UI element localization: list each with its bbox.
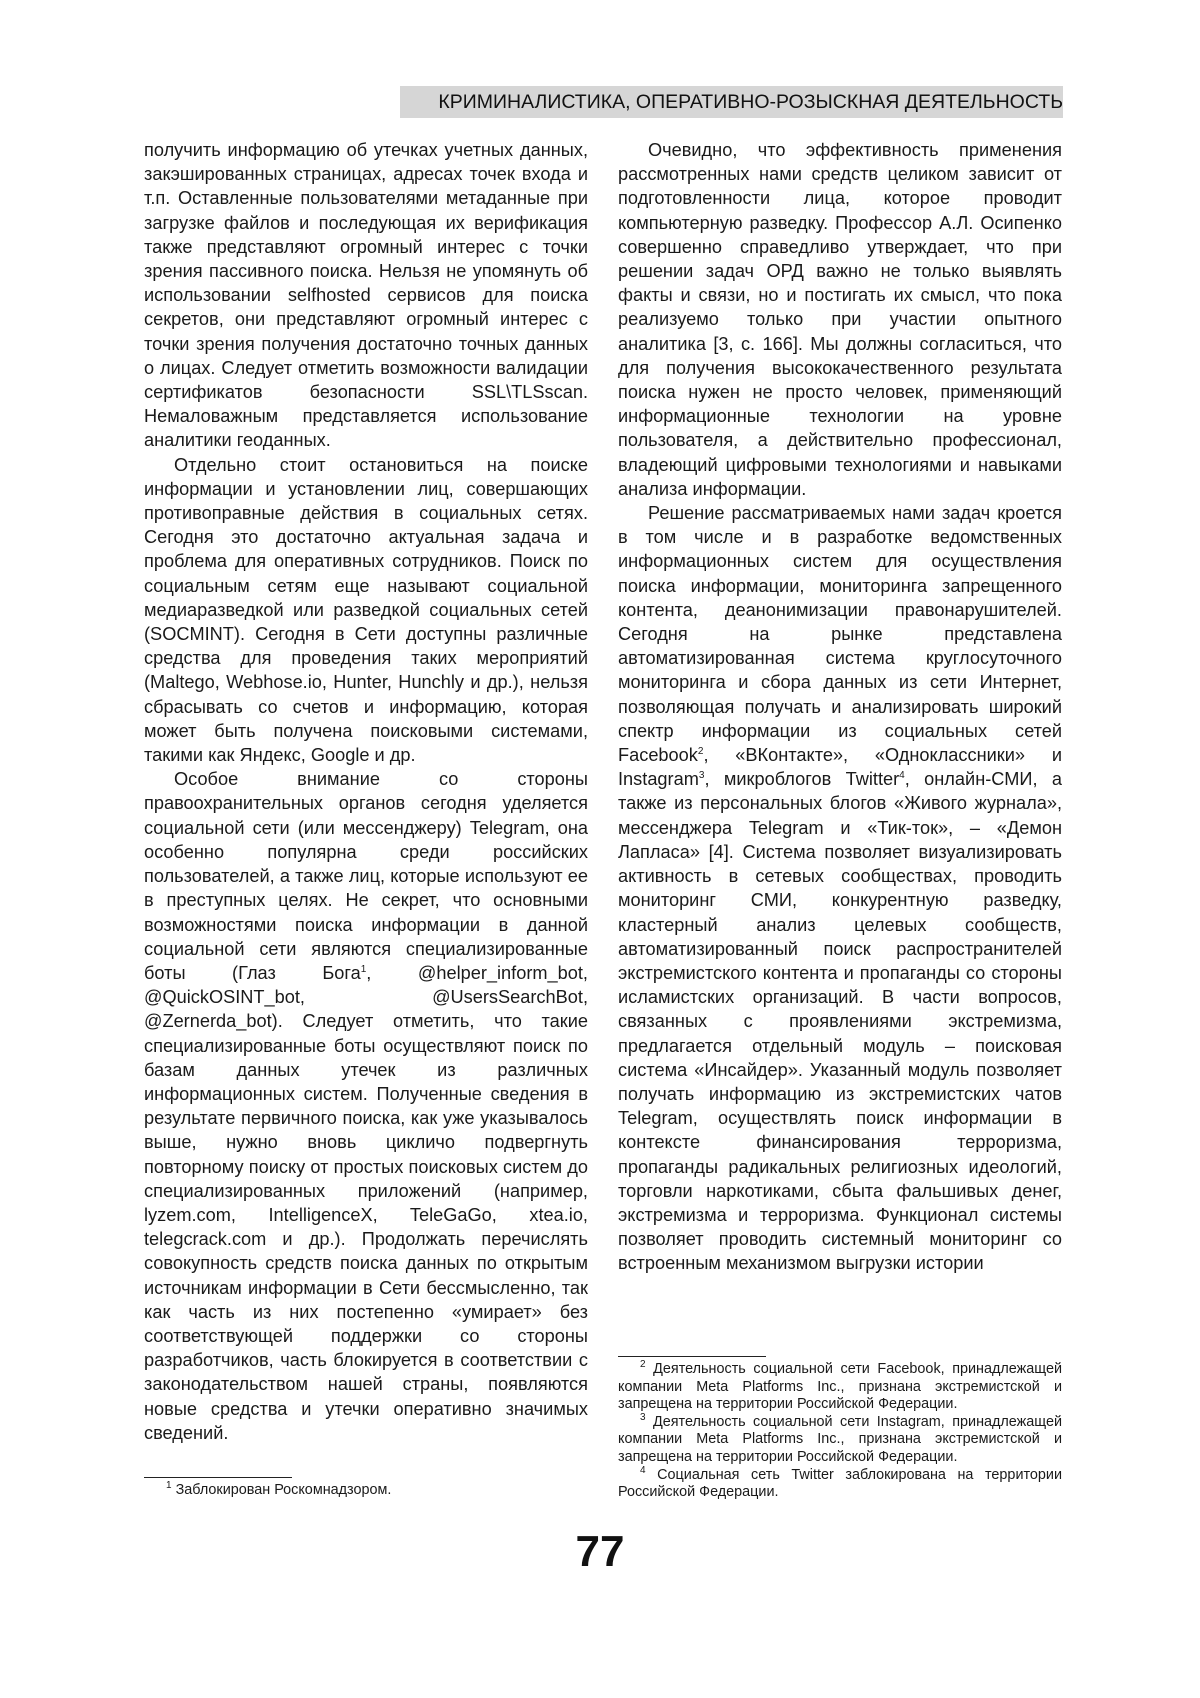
footnote-ref: 1 <box>360 963 367 975</box>
footnotes-left <box>144 1482 588 1500</box>
footnote-divider <box>144 1477 292 1478</box>
footnote-text: Социальная сеть Twitter заблокирована на территории Российской Федерации. <box>618 1466 1062 1501</box>
footnote-number: 3 <box>640 1411 646 1423</box>
footnote-divider <box>618 1356 766 1357</box>
paragraph <box>618 501 1062 1276</box>
footnote-number: 2 <box>640 1359 646 1371</box>
footnote-text: Заблокирован Роскомнадзором. <box>175 1482 392 1498</box>
footnote-text: Деятельность социальной сети Instagram, принадлежащей компании Meta Platforms Inc., признана экстремистской и запрещена на территории Российской Федерации. <box>618 1413 1062 1465</box>
footnote-number: 1 <box>166 1480 172 1492</box>
paragraph: Отдельно стоит остановиться на поиске информации и установлении лиц, совершающих противоправные действия в социальных сетях. Сегодня это достаточно актуальная задача и проблема для оперативных сотрудников. Поиск по социальным сетям еще называют социальной медиаразведкой или разведкой социальных сетей (SOCMINT). Сегодня в Сети доступны различные средства для проведения таких мероприятий (Maltego, Webhose.io, Hunter, Hunchly и др.), нельзя сбрасывать со счетов и информацию, которая может быть получена поисковыми системами, такими как Яндекс, Google и др. <box>144 454 588 766</box>
paragraph-text: , микроблогов Twitter <box>704 769 900 790</box>
footnote-ref: 2 <box>697 746 704 758</box>
footnote-number: 4 <box>640 1464 646 1476</box>
footnote-ref: 4 <box>899 770 905 782</box>
paragraph-text: Особое внимание со стороны правоохранительных органов сегодня уделяется социальной сети (или мессенджеру) Telegram, она особенно популярна среди российских пользователей, а также лиц, которые используют ее в преступных целях. Не секрет, что основными возможностями поиска информации в данной социальной сети являются специализированные боты (Глаз Бога <box>144 769 588 983</box>
page-number: 77 <box>575 1527 625 1576</box>
paragraph: Очевидно, что эффективность применения рассмотренных нами средств целиком зависит от подготовленности лица, которое проводит компьютерную разведку. Профессор А.Л. Осипенко совершенно справедливо утверждает, что при решении задач ОРД важно не только выявлять факты и связи, но и постигать их смысл, что пока реализуемо только при участии опытного аналитика [3, с. 166]. Мы должны согласиться, что для получения высококачественного результата поиска нужен не просто человек, применяющий информационные технологии на уровне пользователя, а действительно профессионал, владеющий цифровыми технологиями и навыками анализа информации. <box>618 140 1062 499</box>
footnote-ref: 3 <box>698 770 705 782</box>
running-header: КРИМИНАЛИСТИКА, ОПЕРАТИВНО-РОЗЫСКНАЯ ДЕЯТЕЛЬНОСТЬ <box>438 91 1063 113</box>
footnotes-right <box>618 1361 1062 1502</box>
footnote <box>618 1464 1062 1502</box>
paragraph <box>144 767 588 1445</box>
left-column <box>144 138 588 1445</box>
paragraph-text: , онлайн-СМИ, а также из персональных блогов «Живого журнала», мессенджера Telegram и «Тик-ток», – «Демон Лапласа» [4]. Система позволяет визуализировать активность в сетевых сообществах, проводить мониторинг СМИ, конкурентную разведку, кластерный анализ целевых сообществ, автоматизированный поиск распространителей экстремистского контента и пропаганды со стороны исламистских организаций. В части вопросов, связанных с проявлениями экстремизма, предлагается отдельный модуль – поисковая система «Инсайдер». Указанный модуль позволяет получать информацию из экстремистских чатов Telegram, осуществлять поиск информации в контексте финансирования терроризма, пропаганды радикальных религиозных идеологий, торговли наркотиками, сбыта фальшивых денег, экстремизма и терроризма. Функционал системы позволяет проводить системный мониторинг со встроенным механизмом выгрузки истории <box>618 769 1062 1274</box>
right-column <box>618 138 1062 1276</box>
footnote <box>144 1482 588 1500</box>
paragraph-text: , @helper_inform_bot, @QuickOSINT_bot, @UsersSearchBot, @Zernerda_bot). Следует отметить, что такие специализированные боты осуществляют поиск по базам данных утечек из различных информационных систем. Полученные сведения в результате первичного поиска, как уже указывалось выше, нужно вновь цикличо подвергнуть повторному поиску от простых поисковых систем до специализированных приложений (например, lyzem.com, IntelligenceX, TeleGaGo, xtea.io, telegcrack.com и др.). Продолжать перечислять совокупность средств поиска данных по открытым источникам информации в Сети бессмысленно, так как часть из них постепенно «умирает» без соответствующей поддержки со стороны разработчиков, часть блокируется в соответствии с законодательством нашей страны, появляются новые средства и утечки оперативно значимых сведений. <box>144 962 588 1443</box>
paragraph: получить информацию об утечках учетных данных, закэшированных страницах, адресах точек входа и т.п. Оставленные пользователями метаданные при загрузке файлов и последующая их верификация также представляют огромный интерес с точки зрения пассивного поиска. Нельзя не упомянуть об использовании selfhosted сервисов для поиска секретов, они представляют огромный интерес с точки зрения получения достаточно точных данных о лицах. Следует отметить возможности валидации сертификатов безопасности SSL\TLSscan. Немаловажным представляется использование аналитики геоданных. <box>144 140 588 451</box>
footnote <box>618 1411 1062 1467</box>
paragraph-text: , «ВКонтакте», «Одноклассники» и Instagram <box>618 745 1062 790</box>
paragraph-text: Решение рассматриваемых нами задач кроется в том числе и в разработке ведомственных информационных систем для осуществления поиска информации, мониторинга запрещенного контента, деанонимизации правонарушителей. Сегодня на рынке представлена автоматизированная система круглосуточного мониторинга и сбора данных из сети Интернет, позволяющая получать и анализировать широкий спектр информации из социальных сетей Facebook <box>618 503 1062 766</box>
footnote-text: Деятельность социальной сети Facebook, принадлежащей компании Meta Platforms Inc., признана экстремистской и запрещена на территории Российской Федерации. <box>618 1361 1062 1413</box>
footnote <box>618 1361 1062 1414</box>
